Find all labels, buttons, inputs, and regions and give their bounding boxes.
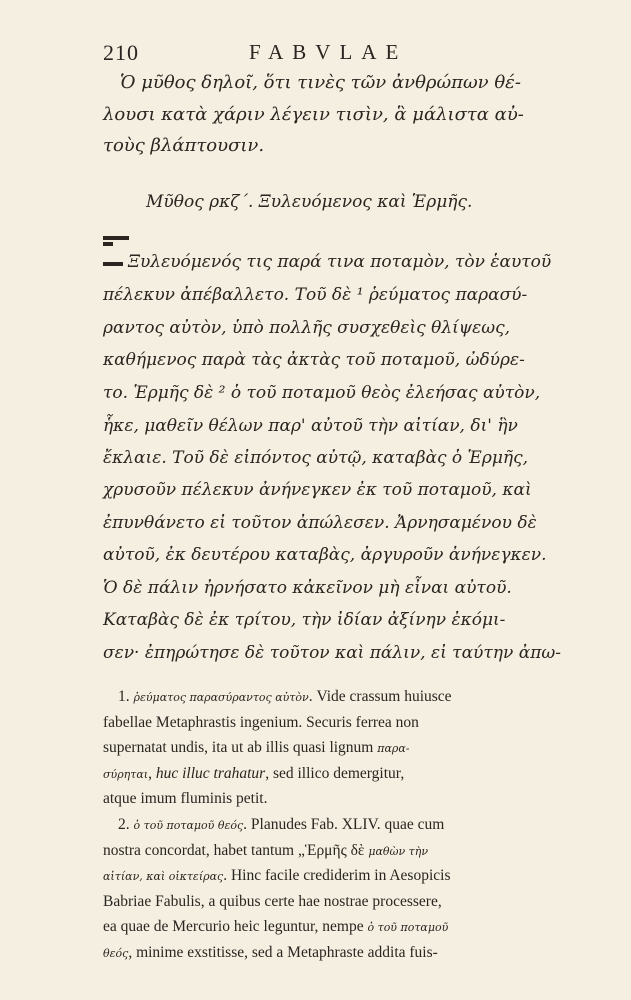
fable-body-line: χρυσοῦν πέλεκυν ἀνήνεγκεν ἐκ τοῦ ποταμοῦ, καὶ — [103, 480, 532, 500]
footnote-line — [103, 867, 450, 885]
epimythion-line: λουσι κατὰ χάριν λέγειν τισὶν, ἃ μάλιστα αὐ- — [103, 104, 524, 125]
fable-body-line: ραντος αὐτὸν, ὑπὸ πολλῆς συσχεθεὶς θλίψεως, — [103, 318, 511, 338]
footnote-line — [103, 893, 442, 911]
fable-title: Μῦθος ρκζ΄. Ξυλευόμενος καὶ Ἑρμῆς. — [146, 192, 473, 212]
note-text: Babriae Fabulis, a quibus certe hae nostrae processere, — [103, 893, 442, 910]
note-text: . Hinc facile crediderim in Aesopicis — [223, 867, 451, 884]
note-text: . Planudes Fab. XLIV. quae cum — [243, 816, 445, 833]
footnote-line — [118, 816, 444, 834]
fable-body-line: καθήμενος παρὰ τὰς ἀκτὰς τοῦ ποταμοῦ, ὠδύρε- — [103, 350, 525, 370]
greek-citation: αἰτίαν, καὶ οἰκτείρας — [103, 870, 224, 883]
fable-body-line: Ξυλευόμενός τις παρά τινα ποταμὸν, τὸν ἑαυτοῦ — [128, 252, 552, 272]
running-title: FABVLAE — [249, 40, 408, 64]
note-text: fabellae Metaphrastis ingenium. Securis ferrea non — [103, 714, 419, 731]
note-text: 2. — [118, 816, 134, 833]
epimythion-line: τοὺς βλάπτουσιν. — [103, 135, 265, 156]
footnote-line — [103, 739, 410, 757]
page-number: 210 — [103, 40, 139, 65]
note-text: , minime exstitisse, sed a Metaphraste addita fuis- — [128, 944, 438, 961]
note-text: atque imum fluminis petit. — [103, 790, 268, 807]
greek-citation: παρα- — [377, 742, 410, 755]
footnote-line — [103, 842, 428, 860]
fable-body-line: Καταβὰς δὲ ἐκ τρίτου, τὴν ἰδίαν ἀξίνην ἐκόμι- — [103, 610, 506, 630]
note-text: nostra concordat, habet tantum „Ἑρμῆς δὲ — [103, 842, 369, 859]
footnote-line — [103, 714, 419, 732]
decorated-initial — [103, 232, 131, 274]
greek-citation: μαθὼν τὴν — [368, 845, 429, 858]
note-text: , sed illico demergitur, — [265, 765, 405, 782]
greek-citation: θεός — [103, 947, 129, 960]
fable-body-line: το. Ἑρμῆς δὲ ² ὁ τοῦ ποταμοῦ θεὸς ἐλεήσας αὐτὸν, — [103, 383, 541, 403]
note-text: 1. — [118, 688, 134, 705]
greek-citation: ὁ τοῦ ποταμοῦ — [367, 921, 449, 934]
note-text: ea quae de Mercurio heic leguntur, nempe — [103, 918, 368, 935]
footnote-line — [103, 944, 438, 962]
italic-phrase: huc illuc trahatur — [155, 765, 266, 782]
fable-body-line: Ὁ δὲ πάλιν ἠρνήσατο κἀκεῖνον μὴ εἶναι αὐτοῦ. — [103, 578, 512, 598]
greek-citation: ὁ τοῦ ποταμοῦ θεός — [133, 819, 244, 832]
fable-body-line: ἐπυνθάνετο εἰ τοῦτον ἀπώλεσεν. Ἀρνησαμένου δὲ — [103, 513, 537, 533]
epimythion-line: Ὁ μῦθος δηλοῖ, ὅτι τινὲς τῶν ἀνθρώπων θέ- — [120, 72, 521, 93]
fable-body-line: πέλεκυν ἀπέβαλλετο. Τοῦ δὲ ¹ ῥεύματος παρασύ- — [103, 285, 528, 305]
greek-citation: ῥεύματος παρασύραντος αὐτὸν — [133, 691, 309, 704]
fable-body-line: ἧκε, μαθεῖν θέλων παρ' αὐτοῦ τὴν αἰτίαν, δι' ἣν — [103, 416, 518, 436]
footnote-line — [103, 790, 267, 808]
footnote-line — [118, 688, 452, 706]
running-header — [103, 40, 543, 66]
footnote-line — [103, 765, 404, 783]
note-text: , — [148, 765, 156, 782]
fable-body-line: αὐτοῦ, ἐκ δευτέρου καταβὰς, ἀργυροῦν ἀνήνεγκεν. — [103, 545, 547, 565]
note-text: supernatat undis, ita ut ab illis quasi lignum — [103, 739, 378, 756]
note-text: . Vide crassum huiusce — [308, 688, 452, 705]
fable-body-line: ἔκλαιε. Τοῦ δὲ εἰπόντος αὐτῷ, καταβὰς ὁ Ἑρμῆς, — [103, 448, 529, 468]
fable-body-line: σεν· ἐπηρώτησε δὲ τοῦτον καὶ πάλιν, εἰ ταύτην ἀπω- — [103, 643, 561, 663]
footnote-line — [103, 918, 448, 936]
greek-citation: σύρηται — [103, 768, 149, 781]
